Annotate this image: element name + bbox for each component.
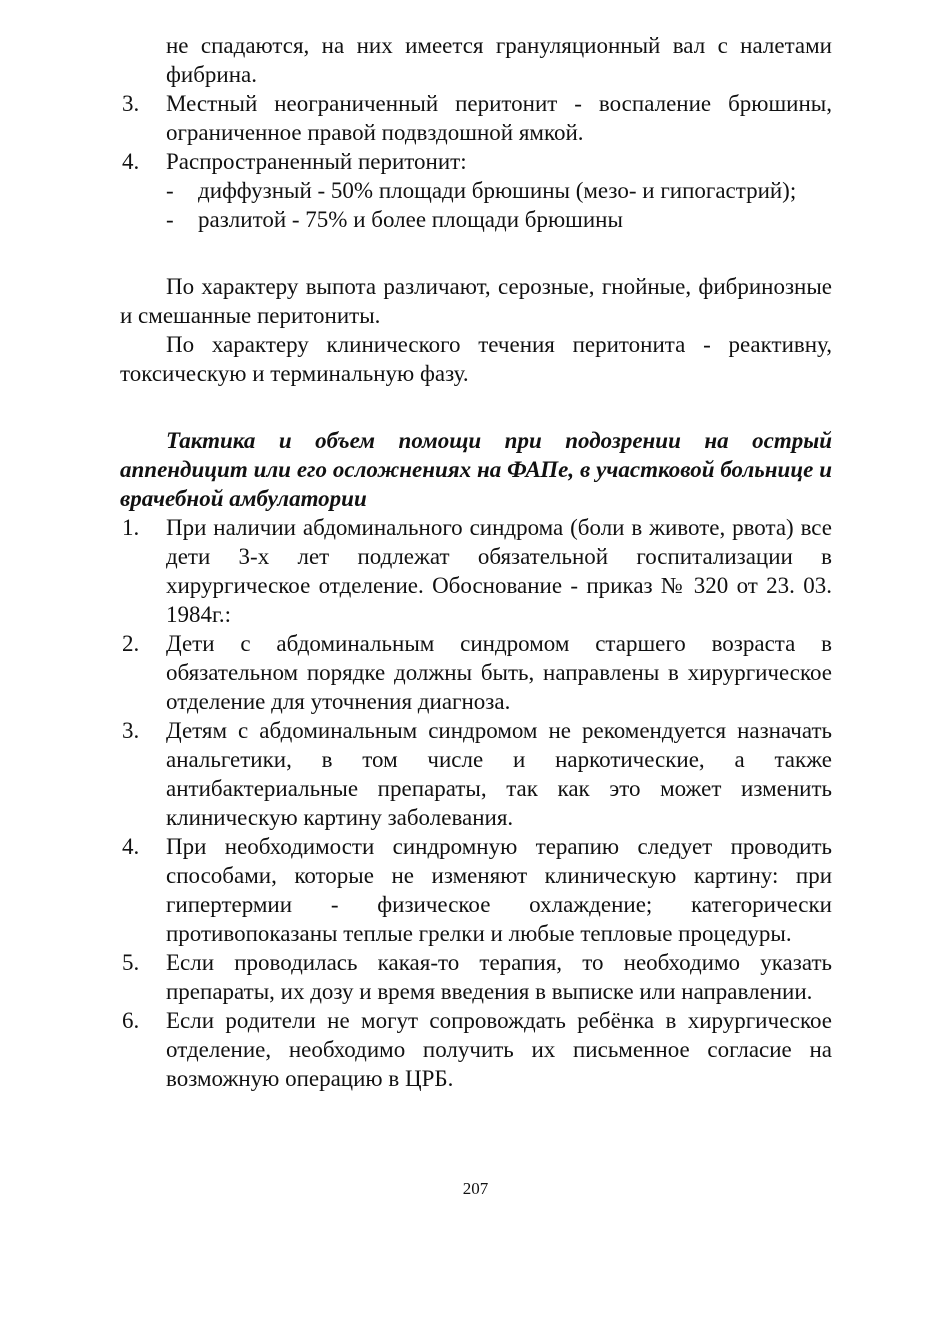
paragraph: По характеру клинического течения перитонита - реактивну, токсическую и терминальную фазу. (120, 332, 832, 386)
sub-list-item (120, 176, 832, 205)
list-item (120, 89, 832, 147)
dash-bullet: - (166, 178, 174, 203)
paragraph: По характеру выпота различают, серозные, гнойные, фибринозные и смешанные перитониты. (120, 274, 832, 328)
list-text: Дети с абдоминальным синдромом старшего возраста в обязательном порядке должны быть, направлены в хирургическое отделение для уточнения диагноза. (166, 631, 832, 714)
list-item (120, 716, 832, 832)
list-number: 4. (122, 149, 140, 174)
page-text (120, 31, 832, 1093)
sub-list-item (120, 205, 832, 234)
list-item (120, 147, 832, 176)
list-item (120, 629, 832, 716)
page-number: 207 (462, 1179, 489, 1198)
list-text: Местный неограниченный перитонит - воспаление брюшины, ограниченное правой подвздошной ямкой. (166, 91, 832, 145)
sub-list-text: разлитой - 75% и более площади брюшины (198, 207, 623, 232)
list-number: 1. (122, 515, 140, 540)
list-item (120, 513, 832, 629)
list-number: 4. (122, 834, 140, 859)
spacer (120, 388, 832, 426)
sub-list-text: диффузный - 50% площади брюшины (мезо- и гипогастрий); (198, 178, 797, 203)
list-number: 5. (122, 950, 140, 975)
list-text: Если проводилась какая-то терапия, то необходимо указать препараты, их дозу и время введения в выписке или направлении. (166, 950, 832, 1004)
continued-text: не спадаются, на них имеется грануляционный вал с налетами фибрина. (166, 33, 832, 87)
continued-list-item (120, 31, 832, 89)
list-text: Детям с абдоминальным синдромом не рекомендуется назначать анальгетики, в том числе и наркотические, а также антибактериальные препараты, так как это может изменить клиническую картину заболевания. (166, 718, 832, 830)
list-text: Если родители не могут сопровождать ребёнка в хирургическое отделение, необходимо получить их письменное согласие на возможную операцию в ЦРБ. (166, 1008, 832, 1091)
list-number: 2. (122, 631, 140, 656)
list-text: Распространенный перитонит: (166, 149, 467, 174)
list-text: При наличии абдоминального синдрома (боли в животе, рвота) все дети 3-х лет подлежат обязательной госпитализации в хирургическое отделение. Обоснование - приказ № 320 от 23. 03. 1984г.: (166, 515, 832, 627)
list-number: 3. (122, 91, 140, 116)
list-text: При необходимости синдромную терапию следует проводить способами, которые не изменяют клиническую картину: при гипертермии - физическое охлаждение; категорически противопоказаны теплые грелки и любые тепловые процедуры. (166, 834, 832, 946)
spacer (120, 234, 832, 272)
list-number: 3. (122, 718, 140, 743)
list-item (120, 1006, 832, 1093)
dash-bullet: - (166, 207, 174, 232)
list-number: 6. (122, 1008, 140, 1033)
list-item (120, 948, 832, 1006)
section-heading: Тактика и объем помощи при подозрении на острый аппендицит или его осложнениях на ФАПе, в участковой больнице и врачебной амбулатории (120, 428, 832, 511)
list-item (120, 832, 832, 948)
